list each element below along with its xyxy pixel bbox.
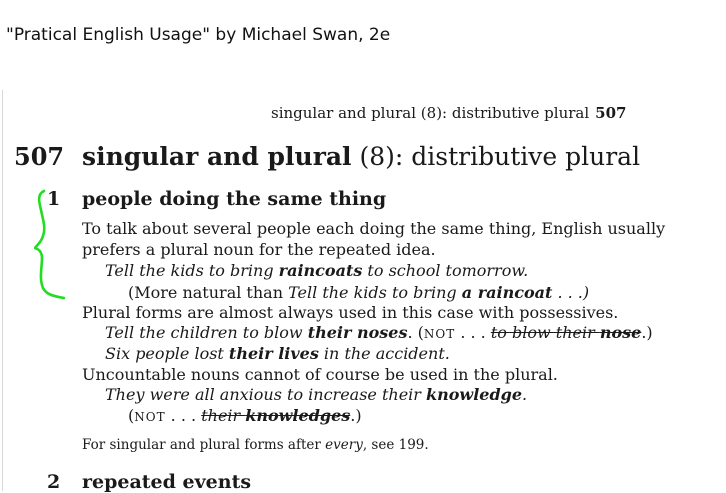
example-not-knowledges: (NOT . . . their knowledges.) xyxy=(128,406,362,425)
example-knowledge: They were all anxious to increase their knowledge. xyxy=(105,385,528,404)
subsection-2-number: 2 xyxy=(47,471,61,493)
section-title-rest: (8): distributive plural xyxy=(351,142,641,171)
example-lives: Six people lost their lives in the accident. xyxy=(105,344,450,363)
green-brace-annotation xyxy=(34,188,70,306)
running-head xyxy=(271,104,626,122)
running-head-page: 507 xyxy=(595,104,627,122)
subsection-1-title: people doing the same thing xyxy=(82,188,387,210)
example-noses: Tell the children to blow their noses. (NOT . . . to blow their nose.) xyxy=(105,323,653,342)
cross-reference-note: For singular and plural forms after every, see 199. xyxy=(82,437,429,453)
paragraph-1-line-1: To talk about several people each doing the same thing, English usually xyxy=(82,219,666,238)
page-edge xyxy=(2,90,3,491)
subsection-2-title: repeated events xyxy=(82,471,252,493)
subsection-1-number: 1 xyxy=(47,188,61,210)
example-note-natural: (More natural than Tell the kids to bring a raincoat . . .) xyxy=(128,283,590,302)
document-caption: "Pratical English Usage" by Michael Swan, 2e xyxy=(6,25,391,45)
running-head-title: singular and plural (8): distributive plural xyxy=(271,104,590,122)
paragraph-2: Plural forms are almost always used in this case with possessives. xyxy=(82,303,619,322)
example-raincoats: Tell the kids to bring raincoats to school tomorrow. xyxy=(105,261,529,280)
section-title xyxy=(82,142,640,171)
paragraph-1-line-2: prefers a plural noun for the repeated idea. xyxy=(82,240,436,259)
paragraph-3: Uncountable nouns cannot of course be used in the plural. xyxy=(82,365,558,384)
section-number: 507 xyxy=(14,142,65,171)
section-title-bold: singular and plural xyxy=(82,142,352,171)
